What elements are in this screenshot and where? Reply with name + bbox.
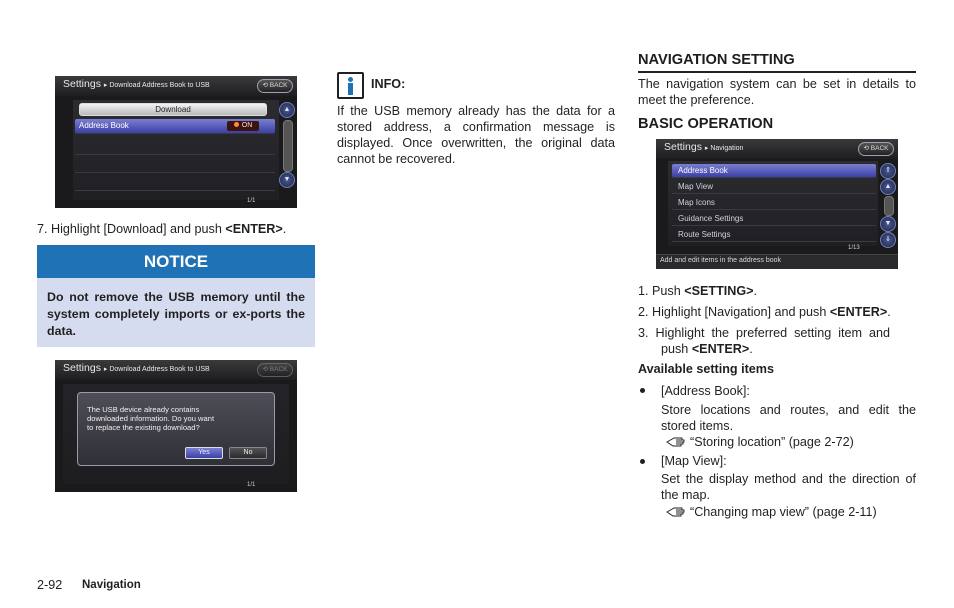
step-2: 2. Highlight [Navigation] and push <ENTER>. — [638, 305, 891, 319]
address-book-row[interactable] — [75, 119, 275, 134]
basic-operation-title: BASIC OPERATION — [638, 116, 774, 132]
confirmation-dialog — [77, 392, 275, 466]
on-indicator: ON — [227, 121, 259, 131]
dialog-line: The USB device already contains — [87, 405, 200, 414]
page-number: 2-92 — [37, 578, 63, 592]
scrollbar[interactable] — [884, 196, 894, 216]
screenshot-replace-confirmation — [55, 360, 297, 492]
empty-row — [75, 158, 275, 173]
available-items-title: Available setting items — [638, 362, 775, 376]
back-button[interactable]: ⟲ BACK — [257, 363, 293, 377]
scroll-up-icon[interactable]: ▲ — [880, 179, 896, 195]
step-1: 1. Push <SETTING>. — [638, 284, 758, 298]
screenshot-download-address-book — [55, 76, 297, 208]
empty-row — [75, 140, 275, 155]
screen-title-bar — [55, 76, 297, 96]
info-icon — [337, 72, 364, 99]
item-address-book-name: [Address Book]: — [661, 384, 750, 398]
item-address-book-desc: Store locations and routes, and edit the stored items. — [661, 403, 916, 433]
menu-item-map-view[interactable]: Map View — [672, 180, 876, 194]
item-address-book-ref: “Storing location” (page 2-72) — [666, 434, 854, 450]
page-down-icon[interactable]: ⇓ — [880, 232, 896, 248]
yes-button[interactable]: Yes — [185, 447, 223, 459]
info-text: If the USB memory already has the data for a stored address, a confirmation message is displayed. Once overwritten, the original data cannot be recovered. — [337, 104, 615, 166]
step-7: 7. Highlight [Download] and push <ENTER>. — [37, 222, 287, 236]
notice-title: NOTICE — [37, 245, 315, 278]
page-indicator: 1/13 — [848, 245, 860, 251]
toggle-dot-icon — [234, 122, 239, 127]
reference-hand-icon — [666, 506, 686, 518]
screen-title: Settings — [63, 362, 101, 374]
page-indicator: 1/1 — [247, 482, 256, 488]
address-book-label: Address Book — [79, 121, 129, 130]
bullet-icon — [640, 388, 645, 393]
back-button[interactable]: ⟲ BACK — [858, 142, 894, 156]
dialog-line: downloaded information. Do you want — [87, 414, 215, 423]
notice-text: Do not remove the USB memory until the system completely imports or ex-ports the data. — [47, 290, 305, 338]
scroll-down-icon[interactable]: ▼ — [279, 172, 295, 188]
download-label: Download — [155, 105, 191, 114]
dialog-line: to replace the existing download? — [87, 423, 200, 432]
notice-box — [37, 278, 315, 347]
section-rule — [638, 71, 916, 73]
reference-hand-icon — [666, 436, 686, 448]
menu-area — [668, 161, 878, 246]
page-indicator: 1/1 — [247, 198, 256, 204]
hint-text: Add and edit items in the address book — [660, 257, 782, 264]
back-button[interactable]: ⟲ BACK — [257, 79, 293, 93]
section-intro: The navigation system can be set in details to meet the preference. — [638, 77, 916, 107]
screen-title: Settings — [664, 141, 702, 153]
screen-title-bar — [55, 360, 297, 380]
screen-breadcrumb: ▸ Download Address Book to USB — [103, 366, 210, 373]
menu-item-map-icons[interactable]: Map Icons — [672, 196, 876, 210]
menu-area — [73, 100, 279, 200]
download-button[interactable] — [79, 103, 267, 116]
empty-row — [75, 176, 275, 191]
screen-title: Settings — [63, 78, 101, 90]
bullet-icon — [640, 459, 645, 464]
footer-section: Navigation — [82, 579, 141, 591]
item-map-view-name: [Map View]: — [661, 454, 727, 468]
item-map-view-ref: “Changing map view” (page 2-11) — [666, 504, 877, 520]
screen-title-bar — [656, 139, 898, 159]
scroll-up-icon[interactable]: ▲ — [279, 102, 295, 118]
screen-breadcrumb: ▸ Navigation — [704, 145, 744, 152]
menu-item-address-book[interactable]: Address Book — [672, 164, 876, 178]
step-3: 3. Highlight the preferred setting item and push <ENTER>. — [638, 326, 891, 356]
screen-breadcrumb: ▸ Download Address Book to USB — [103, 82, 210, 89]
scrollbar[interactable] — [283, 120, 293, 172]
item-map-view-desc: Set the display method and the direction of the map. — [661, 472, 916, 502]
menu-item-guidance-settings[interactable]: Guidance Settings — [672, 212, 876, 226]
scroll-down-icon[interactable]: ▼ — [880, 216, 896, 232]
info-label: INFO: — [371, 77, 406, 91]
section-title: NAVIGATION SETTING — [638, 52, 795, 68]
hint-bar — [656, 254, 898, 269]
menu-item-route-settings[interactable]: Route Settings — [672, 228, 876, 242]
screenshot-navigation-settings — [656, 139, 898, 269]
no-button[interactable]: No — [229, 447, 267, 459]
page-up-icon[interactable]: ⇑ — [880, 163, 896, 179]
